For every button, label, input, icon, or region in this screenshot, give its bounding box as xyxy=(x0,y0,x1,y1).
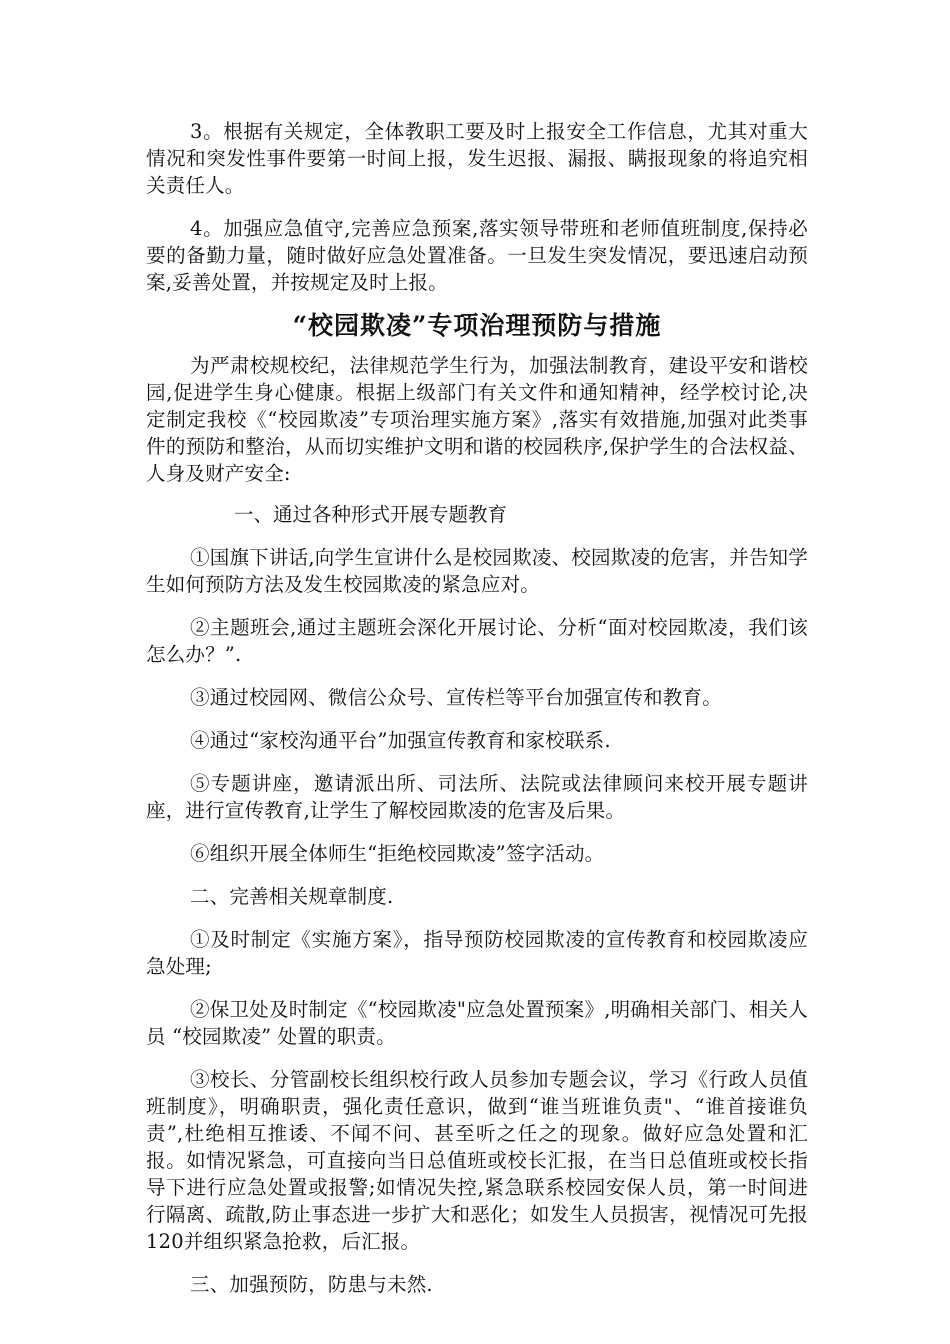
intro-paragraph: 为严肃校规校纪，法律规范学生行为，加强法制教育，建设平安和谐校园,促进学生身心健康。根据上级部门有关文件和通知精神，经学校讨论,决定制定我校《“校园欺凌”专项治理实施方案》,落实有效措施,加强对此类事件的预防和整治，从而切实维护文明和谐的校园秩序,保护学生的合法权益、人身及财产安全: xyxy=(146,354,808,485)
section-2-item-3: ③校长、分管副校长组织校行政人员参加专题会议，学习《行政人员值班制度》，明确职责，强化责任意识，做到“谁当班谁负责"、“谁首接谁负责”,杜绝相互推诿、不闻不问、甚至听之任之的现象。做好应急处置和汇报。如情况紧急，可直接向当日总值班或校长汇报，在当日总值班或校长指导下进行应急处置或报警;如情况失控,紧急联系校园安保人员，第一时间进行隔离、疏散,防止事态进一步扩大和恶化；如发生人员损害，视情况可先报120并组织紧急抢救，后汇报。 xyxy=(146,1068,808,1253)
section-2-heading: 二、完善相关规章制度. xyxy=(190,885,394,908)
section-1-item-3: ③通过校园网、微信公众号、宣传栏等平台加强宣传和教育。 xyxy=(190,686,722,709)
document-title: “校园欺凌”专项治理预防与措施 xyxy=(292,311,662,340)
section-1-item-6: ⑥组织开展全体师生“拒绝校园欺凌”签字活动。 xyxy=(190,842,605,865)
section-1-heading: 一、通过各种形式开展专题教育 xyxy=(234,503,508,526)
section-2-item-1: ①及时制定《实施方案》，指导预防校园欺凌的宣传教育和校园欺凌应急处理; xyxy=(146,928,808,978)
section-1-item-1: ①国旗下讲话,向学生宣讲什么是校园欺凌、校园欺凌的危害，并告知学生如何预防方法及发生校园欺凌的紧急应对。 xyxy=(146,546,808,596)
section-1-item-5: ⑤专题讲座，邀请派出所、司法所、法院或法律顾问来校开展专题讲座，进行宣传教育,让学生了解校园欺凌的危害及后果。 xyxy=(146,772,808,822)
section-1-item-2: ②主题班会,通过主题班会深化开展讨论、分析“面对校园欺凌，我们该怎么办？”. xyxy=(146,616,808,666)
section-2-item-2: ②保卫处及时制定《“校园欺凌"应急处置预案》,明确相关部门、相关人员 “校园欺凌” 处置的职责。 xyxy=(146,998,808,1048)
paragraph-item-4: 4。加强应急值守,完善应急预案,落实领导带班和老师值班制度,保持必要的备勤力量，随时做好应急处置准备。一旦发生突发情况，要迅速启动预案,妥善处置，并按规定及时上报。 xyxy=(146,217,808,294)
section-1-item-4: ④通过“家校沟通平台”加强宣传教育和家校联系. xyxy=(190,729,611,752)
document-page xyxy=(146,118,808,1298)
section-3-heading: 三、加强预防，防患与未然. xyxy=(190,1273,433,1296)
paragraph-item-3: 3。根据有关规定，全体教职工要及时上报安全工作信息，尤其对重大情况和突发性事件要第一时间上报，发生迟报、漏报、瞒报现象的将追究相关责任人。 xyxy=(146,120,808,197)
